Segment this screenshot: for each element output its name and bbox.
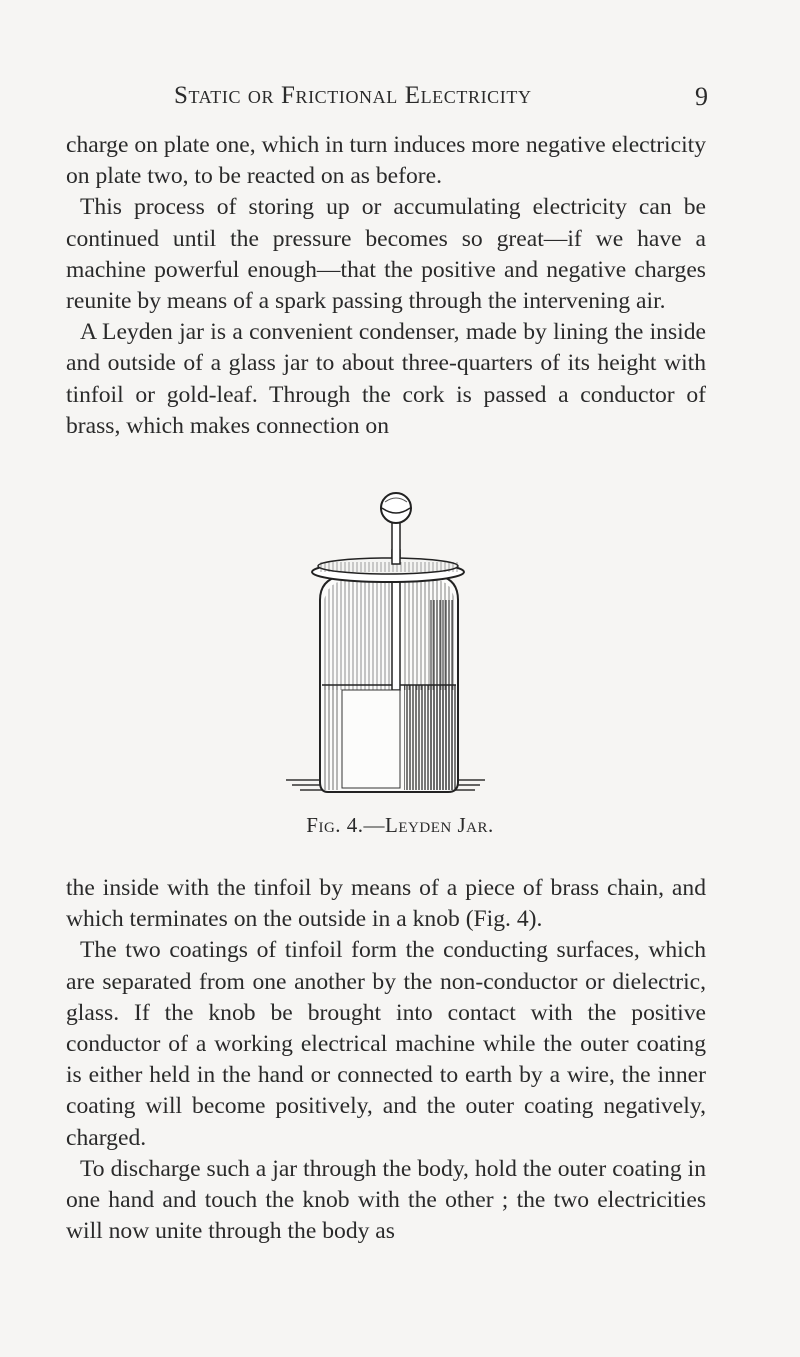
paragraph: A Leyden jar is a convenient condenser, made by lining the inside and outside of a glass jar to about three-quarters of its height with tinfoil or gold-leaf. Through the cork is passed a conductor of brass, which makes connection on: [66, 319, 706, 439]
running-head: Static or Frictional Electricity: [174, 82, 532, 109]
paragraph: charge on plate one, which in turn induces more negative electricity on plate two, to be reacted on as before.: [66, 132, 706, 190]
paragraph: the inside with the tinfoil by means of a piece of brass chain, and which terminates on the outside in a knob (Fig. 4).: [66, 875, 706, 933]
leyden-jar-illustration: [280, 480, 520, 837]
page-number: 9: [695, 82, 708, 111]
paragraph: To discharge such a jar through the body, hold the outer coating in one hand and touch the knob with the other ; the two electricities will now unite through the body as: [66, 1155, 706, 1245]
paragraph: This process of storing up or accumulating electricity can be continued until the pressure becomes so great—if we have a machine powerful enough—that the positive and negative charges reunite by means of a spark passing through the intervening air.: [66, 194, 706, 315]
paragraph: The two coatings of tinfoil form the conducting surfaces, which are separated from one another by the non-conductor or dielectric, glass. If the knob be brought into contact with the positive conductor of a working electrical machine while the outer coating is either held in the hand or connected to earth by a wire, the inner coating will become positively, and the outer coating negatively, charged.: [66, 937, 706, 1151]
text-block-bottom: [66, 873, 706, 1247]
leyden-jar-drawing: [280, 480, 520, 810]
text-block-top: [66, 130, 706, 442]
figure-caption: Fig. 4.—Leyden Jar.: [306, 813, 494, 837]
page-header: [66, 82, 708, 122]
